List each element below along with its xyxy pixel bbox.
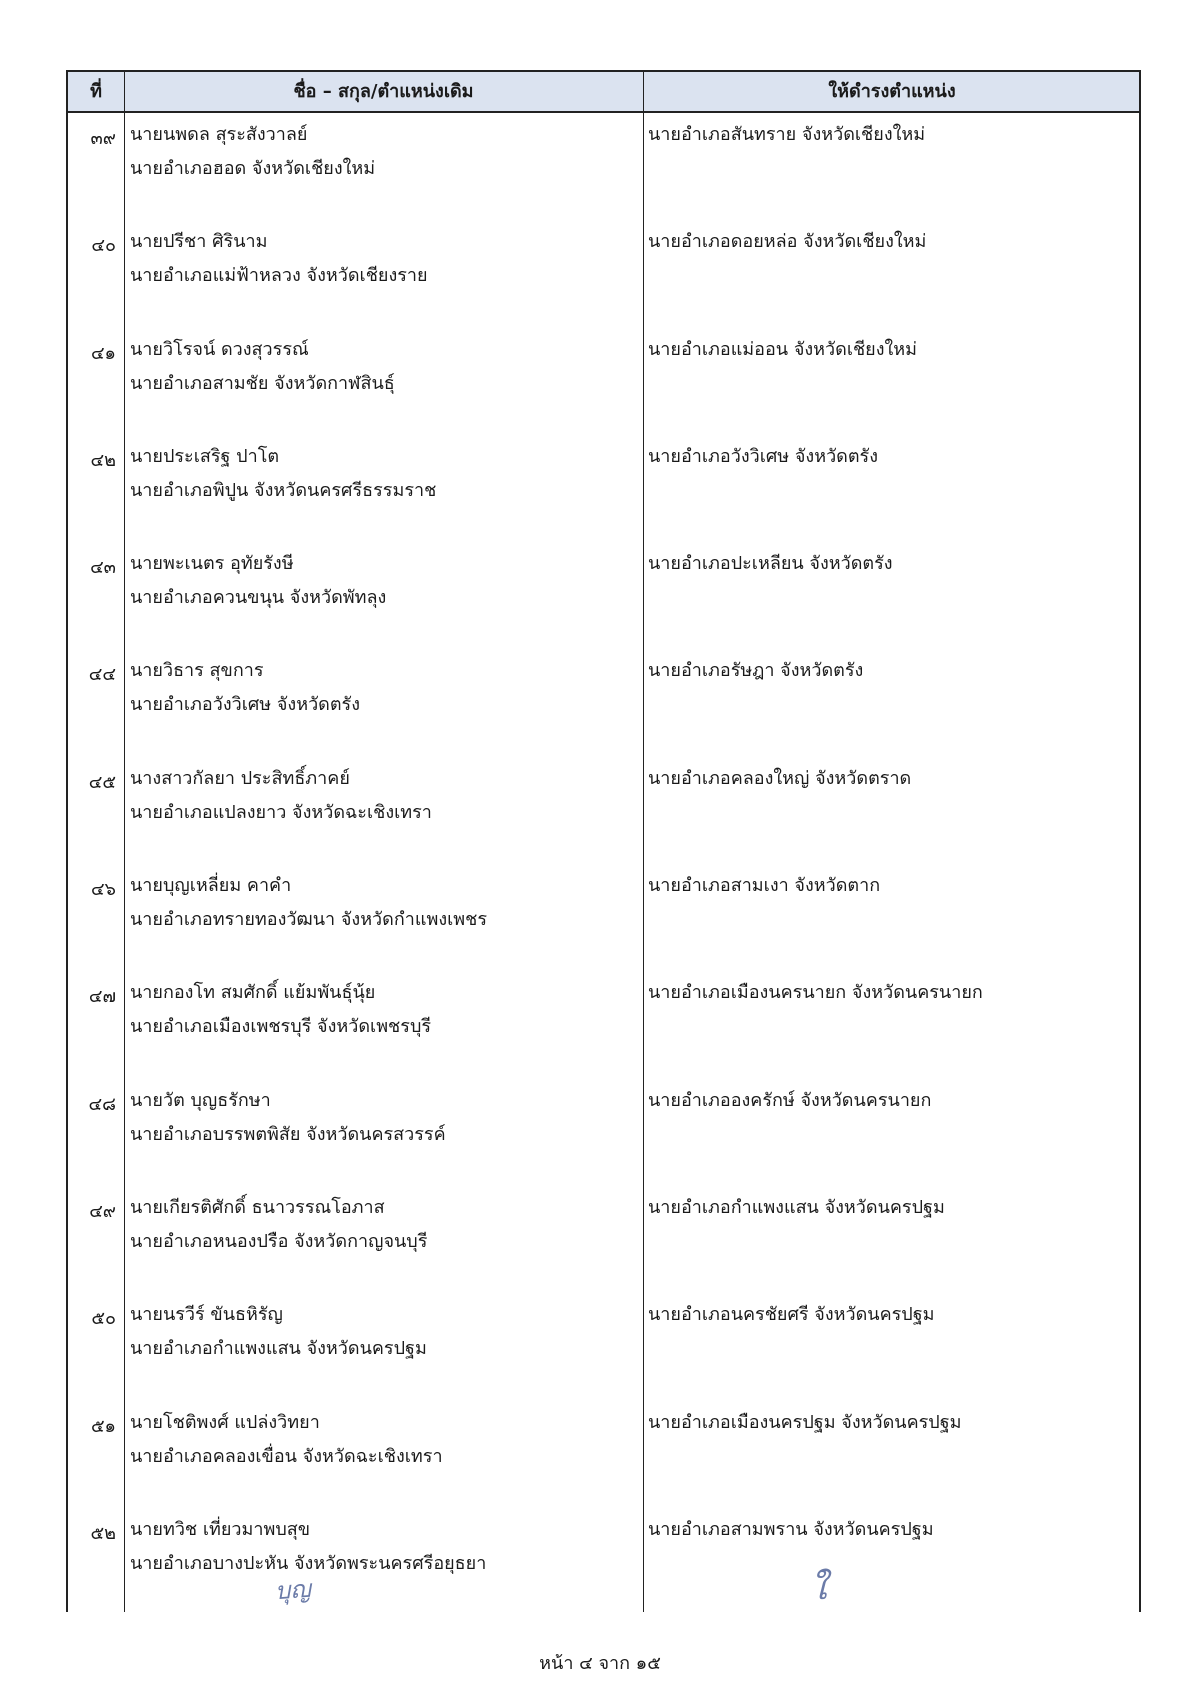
- page-number: หน้า ๔ จาก ๑๕: [539, 1653, 661, 1674]
- row-new-position: นายอำเภอเมืองนครนายก จังหวัดนครนายก: [648, 982, 983, 1004]
- row-number: ๔๙: [89, 1200, 116, 1222]
- row-number: ๓๙: [90, 128, 116, 149]
- header-name: ชื่อ – สกุล/ตำแหน่งเดิม: [293, 81, 474, 102]
- row-old-position: นายอำเภอแม่ฟ้าหลวง จังหวัดเชียงราย: [130, 265, 428, 287]
- table-row: [68, 1401, 1139, 1508]
- table-body: [68, 113, 1139, 1615]
- row-number: ๔๐: [91, 235, 116, 257]
- row-number: ๔๓: [90, 557, 116, 579]
- row-name: นายปรีชา ศิรินาม: [130, 231, 268, 253]
- row-new-position: นายอำเภอสันทราย จังหวัดเชียงใหม่: [648, 124, 926, 145]
- row-new-position: นายอำเภอเมืองนครปฐม จังหวัดนครปฐม: [648, 1411, 962, 1433]
- row-number: ๔๔: [88, 664, 116, 686]
- row-number: ๕๐: [91, 1308, 116, 1330]
- row-number: ๔๖: [90, 879, 116, 901]
- table-header: [68, 72, 1139, 113]
- table-row: [68, 971, 1139, 1078]
- row-number: ๔๒: [90, 449, 116, 471]
- row-name: นายพะเนตร อุทัยรังษี: [130, 553, 294, 575]
- row-name: นายวัต บุญธรักษา: [130, 1089, 271, 1111]
- row-name: นายนรวีร์ ขันธหิรัญ: [130, 1304, 283, 1326]
- row-number: ๔๘: [88, 1093, 116, 1115]
- header-no: ที่: [90, 81, 102, 102]
- row-new-position: นายอำเภอปะเหลียน จังหวัดตรัง: [648, 553, 893, 575]
- row-new-position: นายอำเภอองครักษ์ จังหวัดนครนายก: [648, 1089, 932, 1111]
- row-old-position: นายอำเภอบรรพตพิสัย จังหวัดนครสวรรค์: [130, 1123, 446, 1145]
- row-old-position: นายอำเภอบางปะหัน จังหวัดพระนครศรีอยุธยา: [130, 1552, 487, 1574]
- row-old-position: นายอำเภอคลองเขื่อน จังหวัดฉะเชิงเทรา: [130, 1445, 443, 1467]
- signature-right: ใ: [810, 1568, 827, 1608]
- appointment-table: [66, 70, 1141, 1612]
- table-row: [68, 435, 1139, 542]
- row-old-position: นายอำเภอวังวิเศษ จังหวัดตรัง: [130, 694, 361, 716]
- row-old-position: นายอำเภอกำแพงแสน จังหวัดนครปฐม: [130, 1338, 427, 1360]
- table-row: [68, 113, 1139, 220]
- row-new-position: นายอำเภอสามเงา จังหวัดตาก: [648, 875, 881, 897]
- row-number: ๕๒: [90, 1522, 116, 1544]
- row-old-position: นายอำเภอพิปูน จังหวัดนครศรีธรรมราช: [130, 479, 437, 501]
- row-new-position: นายอำเภอวังวิเศษ จังหวัดตรัง: [648, 445, 879, 467]
- row-old-position: นายอำเภอสามชัย จังหวัดกาฬสินธุ์: [130, 372, 395, 394]
- table-row: [68, 542, 1139, 649]
- table-row: [68, 864, 1139, 971]
- row-old-position: นายอำเภอแปลงยาว จังหวัดฉะเชิงเทรา: [130, 801, 432, 823]
- table-row: [68, 220, 1139, 327]
- row-new-position: นายอำเภอนครชัยศรี จังหวัดนครปฐม: [648, 1304, 935, 1326]
- row-name: นางสาวกัลยา ประสิทธิ์ภาคย์: [130, 767, 350, 789]
- row-old-position: นายอำเภอเมืองเพชรบุรี จังหวัดเพชรบุรี: [130, 1016, 432, 1038]
- row-new-position: นายอำเภอรัษฎา จังหวัดตรัง: [648, 660, 864, 682]
- row-new-position: นายอำเภอกำแพงแสน จังหวัดนครปฐม: [648, 1196, 945, 1218]
- row-name: นายวิโรจน์ ดวงสุวรรณ์: [130, 338, 309, 360]
- signature-left: บุญ: [274, 1574, 312, 1606]
- row-name: นายโชติพงศ์ แปล่งวิทยา: [130, 1411, 320, 1433]
- row-number: ๕๑: [90, 1415, 116, 1437]
- row-number: ๔๗: [88, 986, 116, 1008]
- row-name: นายกองโท สมศักดิ์ แย้มพันธุ์นุ้ย: [130, 982, 376, 1004]
- header-position: ให้ดำรงตำแหน่ง: [828, 81, 956, 102]
- row-new-position: นายอำเภอคลองใหญ่ จังหวัดตราด: [648, 767, 912, 789]
- row-old-position: นายอำเภอทรายทองวัฒนา จังหวัดกำแพงเพชร: [130, 909, 488, 931]
- row-old-position: นายอำเภอหนองปรือ จังหวัดกาญจนบุรี: [130, 1230, 428, 1252]
- row-number: ๔๕: [88, 771, 116, 793]
- row-name: นายนพดล สุระสังวาลย์: [130, 124, 308, 145]
- table-row: [68, 649, 1139, 756]
- row-name: นายทวิช เที่ยวมาพบสุข: [130, 1518, 311, 1540]
- table-row: [68, 1293, 1139, 1400]
- table-row: [68, 1186, 1139, 1293]
- table-row: [68, 1079, 1139, 1186]
- row-new-position: นายอำเภอสามพราน จังหวัดนครปฐม: [648, 1518, 934, 1540]
- row-old-position: นายอำเภอฮอด จังหวัดเชียงใหม่: [130, 158, 376, 179]
- row-new-position: นายอำเภอแม่ออน จังหวัดเชียงใหม่: [648, 338, 918, 360]
- row-number: ๔๑: [90, 342, 116, 364]
- row-new-position: นายอำเภอดอยหล่อ จังหวัดเชียงใหม่: [648, 231, 927, 253]
- table-row: [68, 757, 1139, 864]
- row-name: นายบุญเหลี่ยม คาคำ: [130, 875, 292, 897]
- row-old-position: นายอำเภอควนขนุน จังหวัดพัทลุง: [130, 587, 387, 609]
- table-row: [68, 328, 1139, 435]
- row-name: นายวิธาร สุขการ: [130, 660, 264, 682]
- row-name: นายเกียรติศักดิ์ ธนาวรรณโอภาส: [130, 1196, 385, 1218]
- table-row: [68, 1508, 1139, 1615]
- row-name: นายประเสริฐ ปาโต: [130, 445, 280, 467]
